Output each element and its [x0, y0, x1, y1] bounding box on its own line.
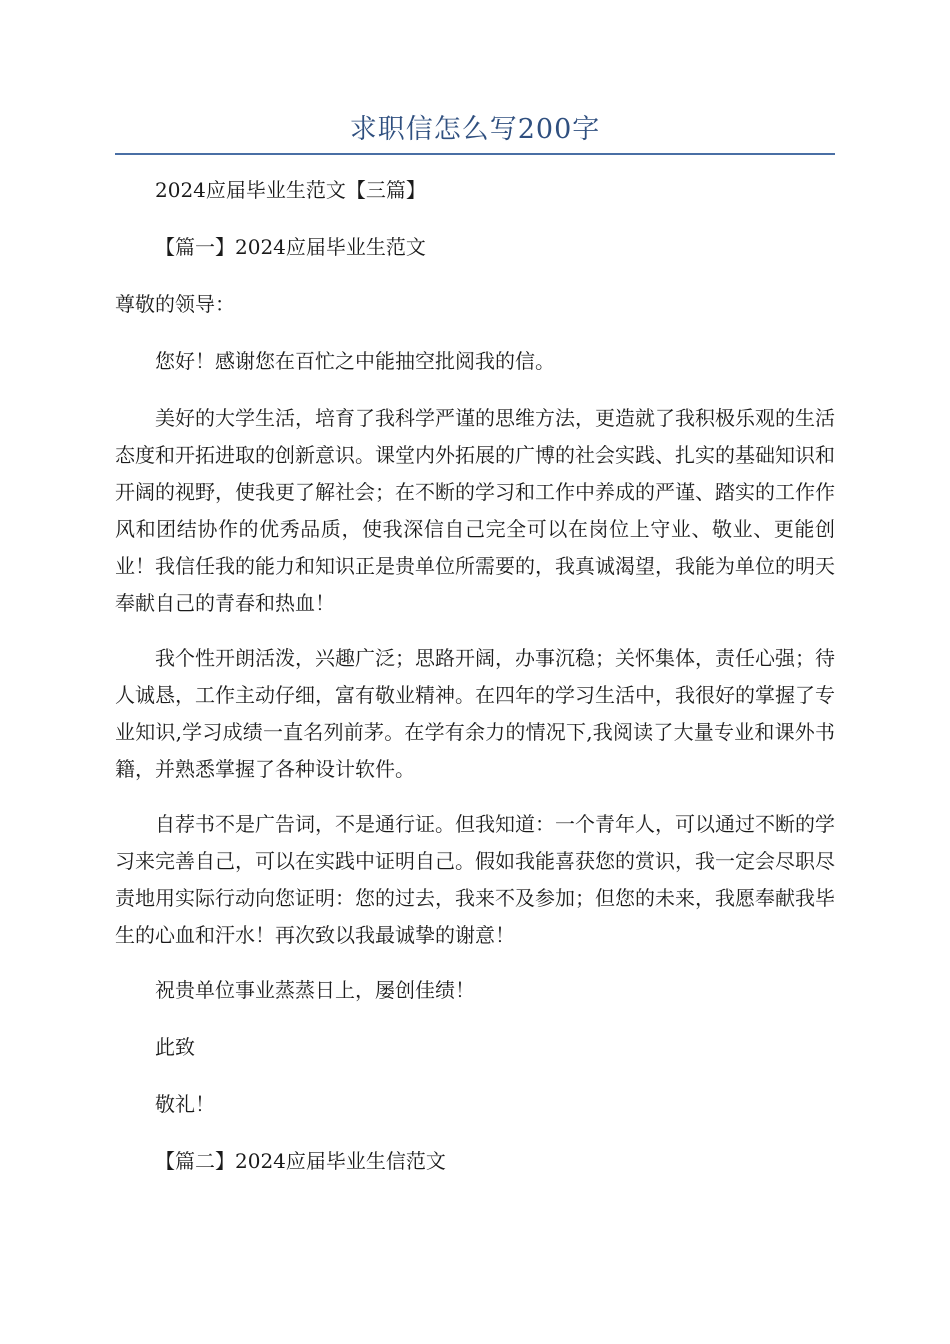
paragraph-2: 我个性开朗活泼，兴趣广泛；思路开阔，办事沉稳；关怀集体，责任心强；待人诚恳，工作主动仔细，富有敬业精神。在四年的学习生活中，我很好的掌握了专业知识,学习成绩一直名列前茅。在学有余力的情况下,我阅读了大量专业和课外书籍，并熟悉掌握了各种设计软件。 [115, 646, 835, 781]
salutation: 尊敬的领导： [115, 292, 235, 316]
subtitle: 2024应届毕业生范文【三篇】 [155, 178, 426, 202]
document-title: 求职信怎么写200字 [349, 114, 601, 145]
closing-line-2: 敬礼！ [155, 1092, 215, 1116]
wish-line: 祝贵单位事业蒸蒸日上，屡创佳绩！ [155, 978, 475, 1002]
closing-line-1: 此致 [155, 1035, 195, 1059]
title-underline [115, 153, 835, 155]
section-2-heading: 【篇二】2024应届毕业生信范文 [155, 1149, 446, 1173]
section-1-heading: 【篇一】2024应届毕业生范文 [155, 235, 426, 259]
document-body [115, 172, 835, 1200]
greeting: 您好！感谢您在百忙之中能抽空批阅我的信。 [155, 349, 555, 373]
paragraph-1: 美好的大学生活，培育了我科学严谨的思维方法，更造就了我积极乐观的生活态度和开拓进取的创新意识。课堂内外拓展的广博的社会实践、扎实的基础知识和开阔的视野，使我更了解社会；在不断的学习和工作中养成的严谨、踏实的工作作风和团结协作的优秀品质，使我深信自己完全可以在岗位上守业、敬业、更能创业！我信任我的能力和知识正是贵单位所需要的，我真诚渴望，我能为单位的明天奉献自己的青春和热血！ [115, 406, 835, 615]
paragraph-3: 自荐书不是广告词，不是通行证。但我知道：一个青年人，可以通过不断的学习来完善自己，可以在实践中证明自己。假如我能喜获您的赏识，我一定会尽职尽责地用实际行动向您证明：您的过去，我来不及参加；但您的未来，我愿奉献我毕生的心血和汗水！再次致以我最诚挚的谢意！ [115, 812, 835, 947]
